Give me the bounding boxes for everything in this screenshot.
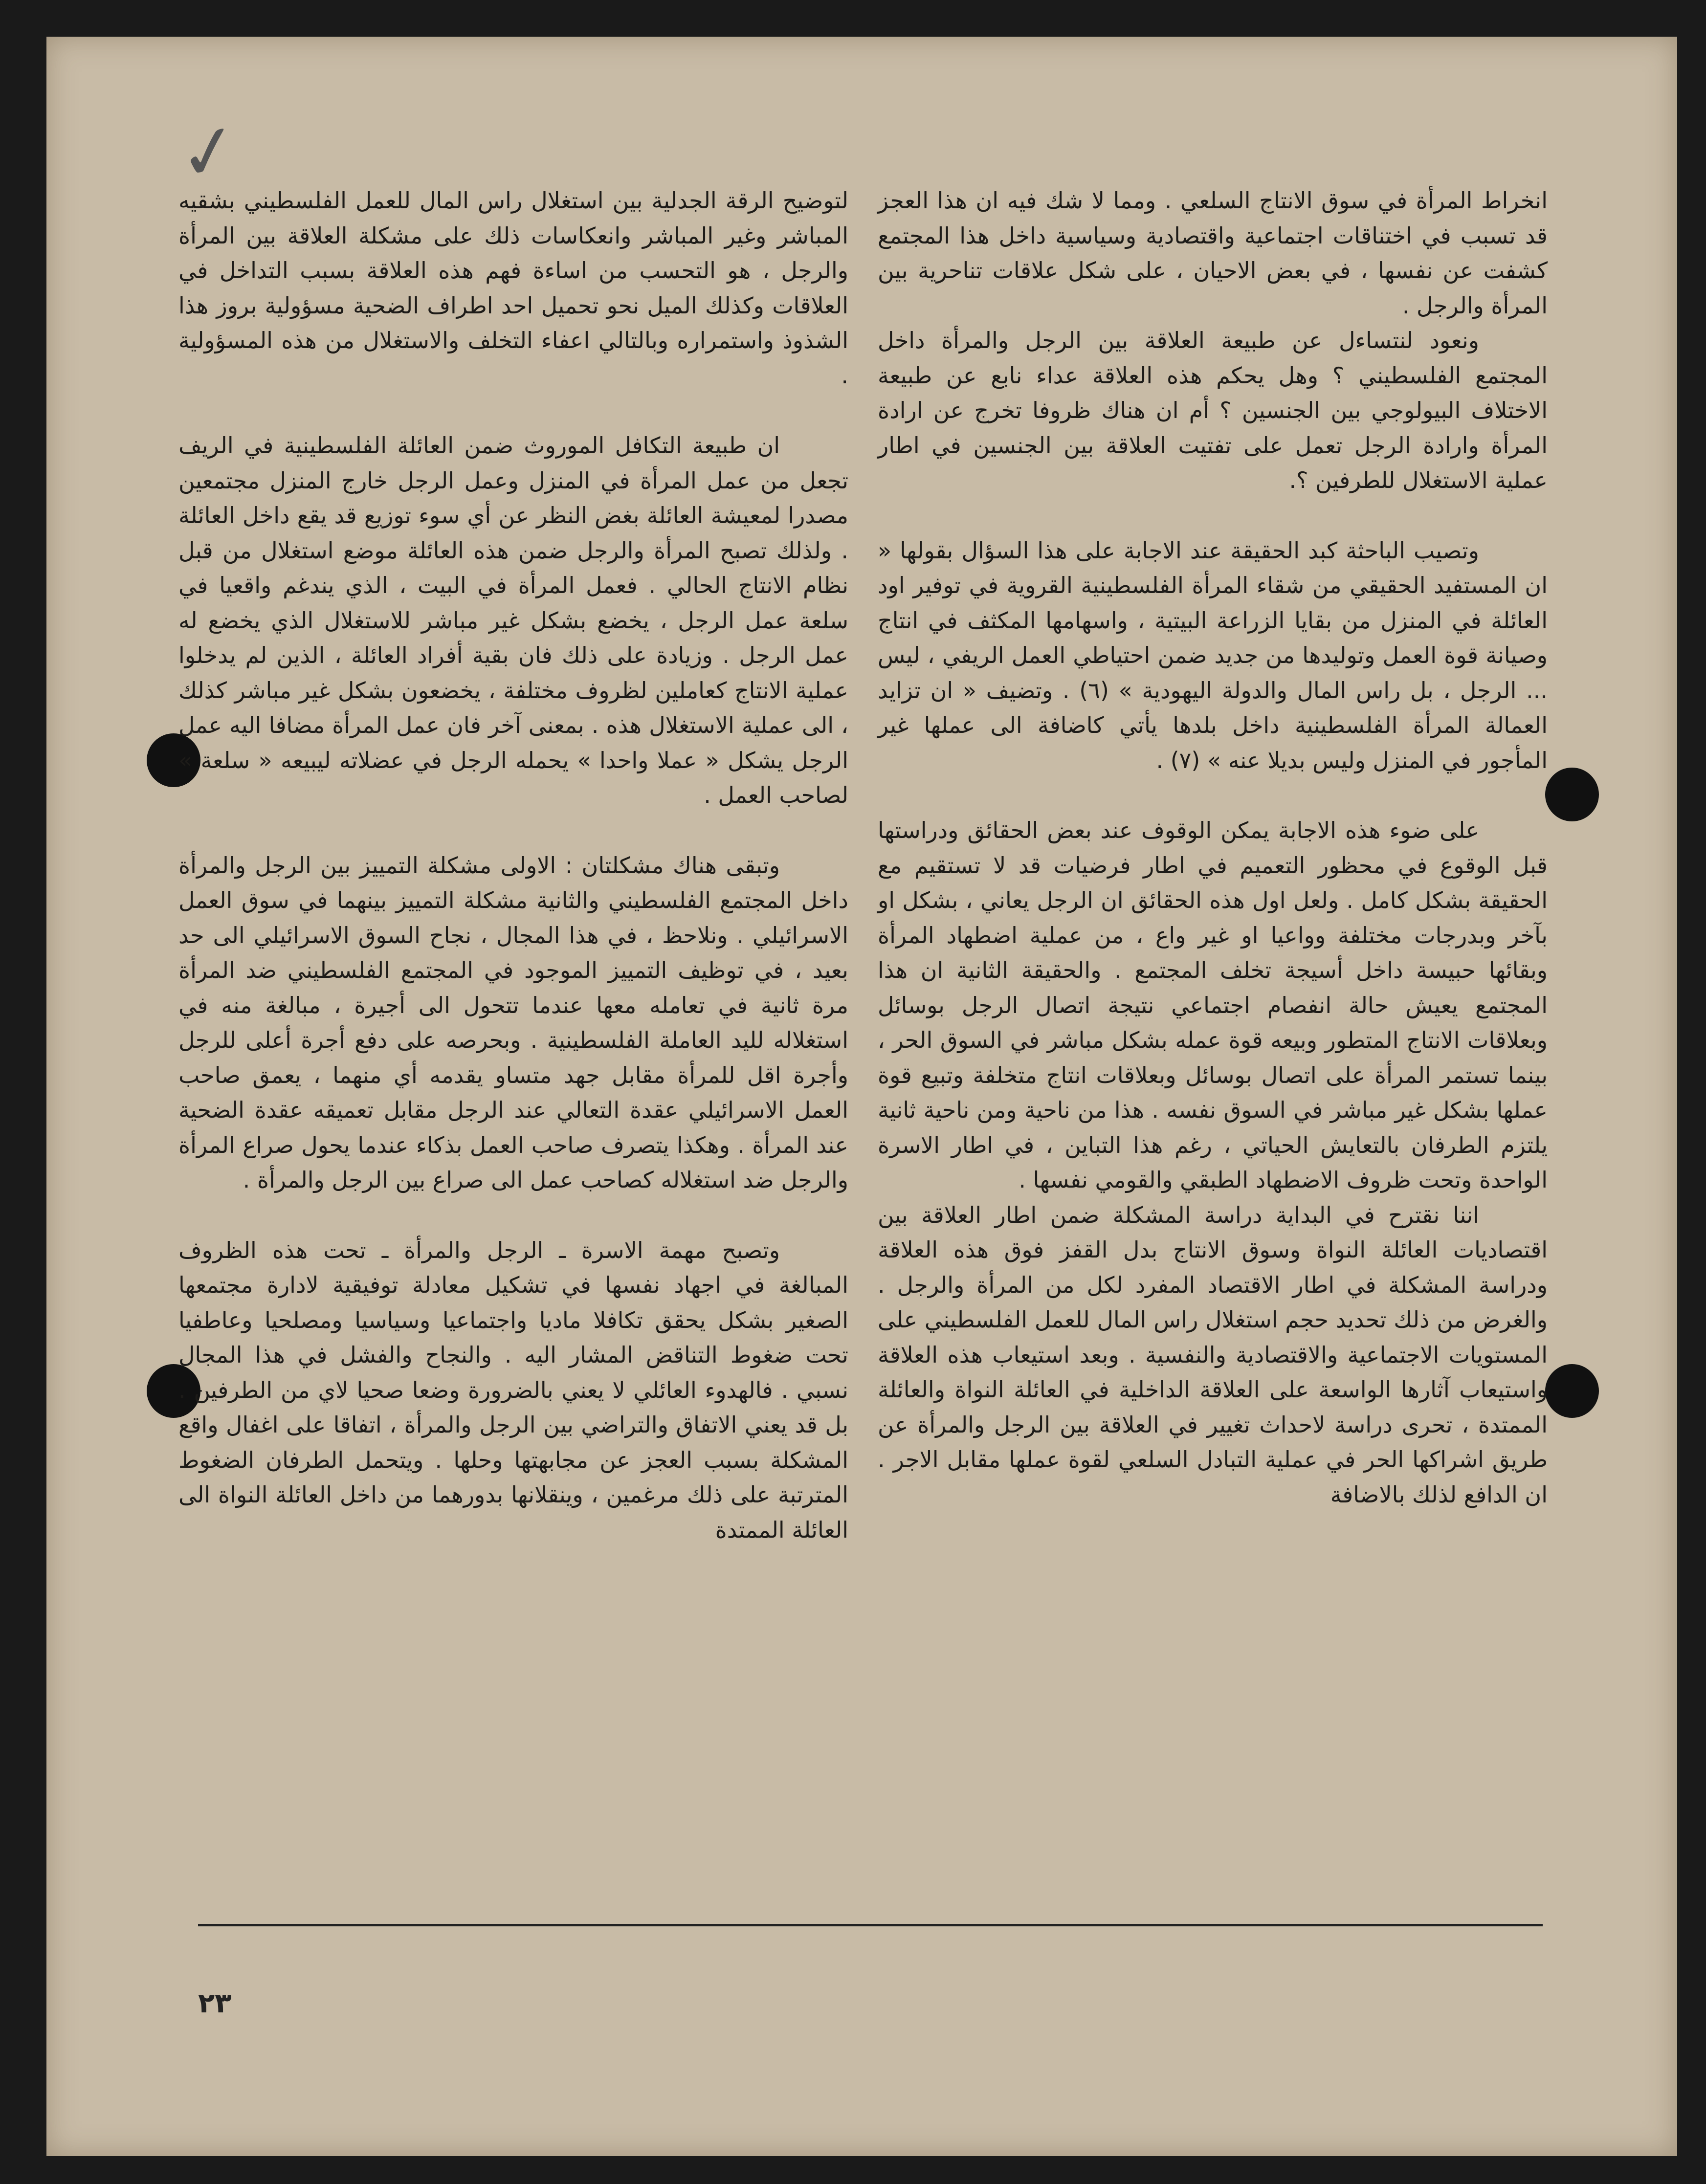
- paragraph: اننا نقترح في البداية دراسة المشكلة ضمن اطار العلاقة بين اقتصاديات العائلة النواة وسوق الانتاج بدل القفز فوق هذه العلاقة ودراسة المشكلة في اطار الاقتصاد المفرد لكل من المرأة والرجل . والغرض من ذلك تحديد حجم استغلال راس المال للعمل الفلسطيني على المستويات الاجتماعية والاقتصادية والنفسية . وبعد استيعاب هذه العلاقة واستيعاب آثارها الواسعة على العلاقة الداخلية في العائلة النواة والعائلة الممتدة ، تحرى دراسة لاحداث تغيير في العلاقة بين الرجل والمرأة عن طريق اشراكها الحر في عملية التبادل السلعي لقوة عملها مقابل الاجر . ان الدافع لذلك بالاضافة: [878, 1201, 1548, 1508]
- footer-rule: [198, 1924, 1543, 1926]
- punch-hole-right-bottom: [1545, 1364, 1599, 1418]
- paragraph: وتصيب الباحثة كبد الحقيقة عند الاجابة على هذا السؤال بقولها « ان المستفيد الحقيقي من شقاء المرأة الفلسطينية القروية في توفير اود العائلة في المنزل من بقايا الزراعة البيتية ، واسهامها المكثف في انتاج وصيانة قوة العمل وتوليدها من جديد ضمن احتياطي العمل الريفي ، ليس ... الرجل ، بل راس المال والدولة اليهودية » (٦) . وتضيف « ان تزايد العمالة المرأة الفلسطينية داخل بلدها يأتي كاضافة الى عملها غير المأجور في المنزل وليس بديلا عنه » (٧) .: [878, 537, 1548, 773]
- paragraph: لتوضيح الرقة الجدلية بين استغلال راس المال للعمل الفلسطيني بشقيه المباشر وغير المباشر وانعكاسات ذلك على مشكلة العلاقة بين المرأة والرجل ، هو التحسب من اساءة فهم هذه العلاقة بسبب التداخل في العلاقات وكذلك الميل نحو تحميل احد اطراف الضحية مسؤولية بروز هذا الشذوذ واستمراره وبالتالي اعفاء التخلف والاستغلال من هذه المسؤولية .: [178, 187, 848, 389]
- paragraph: انخراط المرأة في سوق الانتاج السلعي . ومما لا شك فيه ان هذا العجز قد تسبب في اختناقات اجتماعية واقتصادية وسياسية داخل هذا المجتمع كشفت عن نفسها ، في بعض الاحيان ، على شكل علاقات تناحرية بين المرأة والرجل .: [878, 187, 1548, 319]
- paragraph: ان طبيعة التكافل الموروث ضمن العائلة الفلسطينية في الريف تجعل من عمل المرأة في المنزل وعمل الرجل خارج المنزل مجتمعين مصدرا لمعيشة العائلة بغض النظر عن أي سوء توزيع قد يقع داخل العائلة . ولذلك تصبح المرأة والرجل ضمن هذه العائلة موضع استغلال من قبل نظام الانتاج الحالي . فعمل المرأة في البيت ، الذي يندغم واقعيا في سلعة عمل الرجل ، يخضع بشكل غير مباشر للاستغلال الذي يخضع له عمل الرجل . وزيادة على ذلك فان بقية أفراد العائلة ، الذين لم يدخلوا عملية الانتاج كعاملين لظروف مختلفة ، يخضعون بشكل غير مباشر كذلك ، الى عملية الاستغلال هذه . بمعنى آخر فان عمل المرأة مضافا اليه عمل الرجل يشكل « عملا واحدا » يحمله الرجل في عضلاته ليبيعه « سلعة » لصاحب العمل .: [178, 432, 848, 808]
- checkmark-annotation: ✓: [171, 105, 247, 200]
- right-text-column: [878, 183, 1548, 1512]
- paragraph: ونعود لنتساءل عن طبيعة العلاقة بين الرجل والمرأة داخل المجتمع الفلسطيني ؟ وهل يحكم هذه العلاقة عداء نابع عن طبيعة الاختلاف البيولوجي بين الجنسين ؟ أم ان هناك ظروفا تخرج عن ارادة المرأة وارادة الرجل تعمل على تفتيت العلاقة بين الجنسين في اطار عملية الاستغلال للطرفين ؟.: [878, 327, 1548, 493]
- paragraph: وتصبح مهمة الاسرة ـ الرجل والمرأة ـ تحت هذه الظروف المبالغة في اجهاد نفسها في تشكيل معادلة توفيقية لادارة مجتمعها الصغير بشكل يحقق تكافلا ماديا واجتماعيا وسياسيا ومصلحيا وعاطفيا تحت ضغوط التناقض المشار اليه . والنجاح والفشل في هذا المجال نسبي . فالهدوء العائلي لا يعني بالضرورة وضعا صحيا لاي من الطرفين . بل قد يعني الاتفاق والتراضي بين الرجل والمرأة ، اتفاقا على اغفال واقع المشكلة بسبب العجز عن مجابهتها وحلها . ويتحمل الطرفان الضغوط المترتبة على ذلك مرغمين ، وينقلانها بدورهما من داخل العائلة النواة الى العائلة الممتدة: [178, 1236, 848, 1543]
- paragraph: وتبقى هناك مشكلتان : الاولى مشكلة التمييز بين الرجل والمرأة داخل المجتمع الفلسطيني والثانية مشكلة التمييز بينهما في سوق العمل الاسرائيلي . ونلاحظ ، في هذا المجال ، نجاح السوق الاسرائيلي الى حد بعيد ، في توظيف التمييز الموجود في المجتمع الفلسطيني ضد المرأة مرة ثانية في تعامله معها عندما تتحول الى أجيرة ، مبالغة منه في استغلاله لليد العاملة الفلسطينية . وبحرصه على دفع أجرة أعلى للرجل وأجرة اقل للمرأة مقابل جهد متساو يقدمه أي منهما ، يعمق صاحب العمل الاسرائيلي عقدة التعالي عند الرجل مقابل تعميقه عقدة الضحية عند المرأة . وهكذا يتصرف صاحب العمل بذكاء عندما يحول صراع المرأة والرجل ضد استغلاله كصاحب عمل الى صراع بين الرجل والمرأة .: [178, 852, 848, 1193]
- left-text-column: [178, 183, 848, 1547]
- paragraph: على ضوء هذه الاجابة يمكن الوقوف عند بعض الحقائق ودراستها قبل الوقوع في محظور التعميم في اطار فرضيات قد لا تستقيم مع الحقيقة بشكل كامل . ولعل اول هذه الحقائق ان الرجل يعاني ، بشكل او بآخر وبدرجات مختلفة وواعيا او غير واع ، من عملية اضطهاد المرأة وبقائها حبيسة داخل أسيجة تخلف المجتمع . والحقيقة الثانية ان هذا المجتمع يعيش حالة انفصام اجتماعي نتيجة اتصال الرجل بوسائل وبعلاقات الانتاج المتطور وبيعه قوة عمله بشكل مباشر في السوق الحر ، بينما تستمر المرأة على اتصال بوسائل وبعلاقات انتاج متخلفة وتبيع قوة عملها بشكل غير مباشر في السوق نفسه . هذا من ناحية ومن ناحية ثانية يلتزم الطرفان بالتعايش الحياتي ، رغم هذا التباين ، في اطار الاسرة الواحدة وتحت ظروف الاضطهاد الطبقي والقومي نفسها .: [878, 817, 1548, 1193]
- document-page: [46, 37, 1677, 2156]
- punch-hole-right-top: [1545, 768, 1599, 821]
- page-number: ٢٣: [198, 1987, 232, 2019]
